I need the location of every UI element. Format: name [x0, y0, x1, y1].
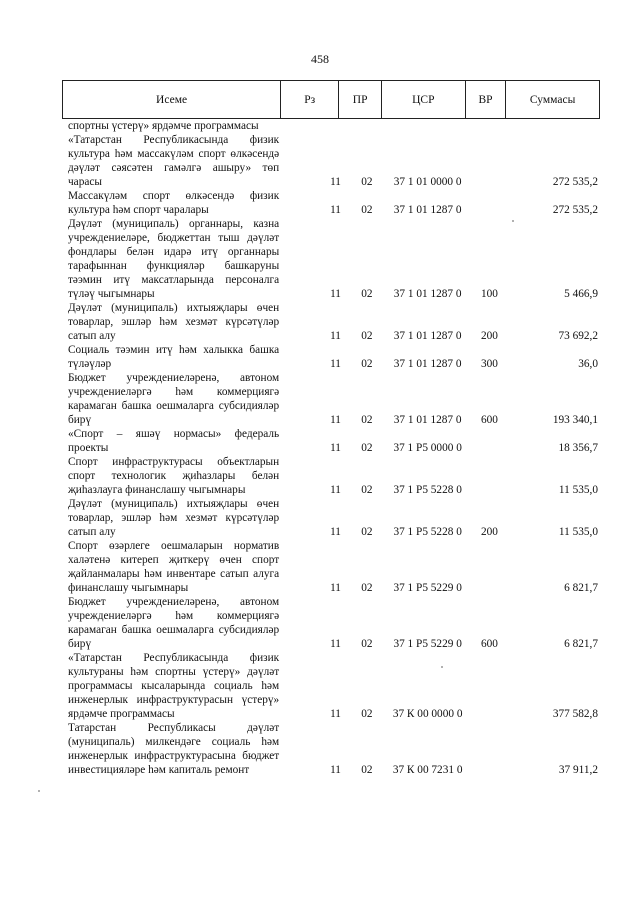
cell-vr: 200 [480, 526, 498, 538]
cell-csr: 37 1 P5 0000 0 [393, 442, 462, 454]
header-pr: ПР [339, 81, 381, 118]
cell-pr: 02 [361, 442, 373, 454]
cell-pr: 02 [361, 176, 373, 188]
scan-speck [512, 220, 514, 222]
cell-sum: 193 340,1 [552, 414, 598, 426]
cell-sum: 73 692,2 [558, 330, 598, 342]
cell-csr: 37 К 00 7231 0 [392, 764, 463, 776]
cell-sum [508, 119, 600, 133]
cell-csr: 37 1 01 1287 0 [393, 204, 462, 216]
table-header [62, 80, 600, 119]
cell-csr: 37 1 01 1287 0 [393, 330, 462, 342]
cell-sum: 272 535,2 [552, 204, 598, 216]
cell-csr: 37 1 01 1287 0 [393, 288, 462, 300]
cell-rz: 11 [330, 638, 341, 650]
cell-rz: 11 [330, 764, 341, 776]
cell-sum: 272 535,2 [552, 176, 598, 188]
cell-name: Дәүләт (муниципаль) ихтыяҗлары өчен товарлар, эшләр һәм хезмәт күрсәтүләр сатып алу [68, 302, 280, 342]
cell-name: Массакүләм спорт өлкәсендә физик культура һәм спорт чаралары [68, 190, 280, 216]
cell-vr [470, 203, 508, 217]
cell-sum: 6 821,7 [564, 638, 598, 650]
cell-pr: 02 [361, 204, 373, 216]
header-csr: ЦСР [382, 81, 466, 118]
cell-rz: 11 [330, 582, 341, 594]
cell-name: Бюджет учреждениеләренә, автоном учреждениеләргә һәм коммерциягә карамаган башка оешмаларга субсидияләр бирү [68, 372, 280, 426]
cell-name: Спорт өзәрлеге оешмаларын норматив халәтенә китереп җиткерү өчен спорт җайланмалары һәм инвентаре сатып алуга финанслашу чыгымнары [68, 540, 280, 594]
cell-pr: 02 [361, 764, 373, 776]
table-row [62, 119, 600, 133]
cell-name: Социаль тәэмин итү һәм халыкка башка түләүләр [68, 344, 280, 370]
cell-rz: 11 [330, 176, 341, 188]
table-row [62, 343, 600, 371]
cell-rz: 11 [330, 288, 341, 300]
cell-rz: 11 [330, 484, 341, 496]
cell-rz [279, 119, 349, 133]
cell-pr: 02 [361, 358, 373, 370]
table-row [62, 427, 600, 455]
cell-name: Татарстан Республикасы дәүләт (муниципаль) милкендәге социаль һәм инженерлык инфраструктурасына бюджет инвестицияләре һәм капиталь ремонт [68, 722, 280, 776]
header-rz: Рз [281, 81, 339, 118]
cell-rz: 11 [330, 708, 341, 720]
cell-sum: 377 582,8 [552, 708, 598, 720]
cell-csr: 37 К 00 0000 0 [392, 708, 463, 720]
cell-vr [470, 581, 508, 595]
cell-vr [470, 763, 508, 777]
header-sum: Суммасы [529, 93, 576, 106]
table-row [62, 595, 600, 651]
cell-pr [349, 119, 385, 133]
cell-csr: 37 1 01 1287 0 [393, 358, 462, 370]
cell-vr: 200 [480, 330, 498, 342]
cell-pr: 02 [361, 708, 373, 720]
cell-rz: 11 [330, 414, 341, 426]
cell-name: Спорт инфраструктурасы объектларын спорт технологик җиһазлары белән җиһазлауга финанслашу чыгымнары [68, 456, 280, 496]
table-body [62, 119, 600, 777]
table-row [62, 539, 600, 595]
cell-name: «Татарстан Республикасында физик культураны һәм спортны үстерү» дәүләт программасы кысаларында социаль һәм инженерлык инфраструктурасын үстерү» ярдәмче программасы [68, 652, 280, 720]
table-row [62, 301, 600, 343]
cell-rz: 11 [330, 204, 341, 216]
cell-rz: 11 [330, 442, 341, 454]
cell-csr: 37 1 P5 5229 0 [393, 638, 462, 650]
cell-csr: 37 1 01 0000 0 [393, 176, 462, 188]
cell-name: «Спорт – яшәү нормасы» федераль проекты [68, 428, 280, 454]
cell-sum: 5 466,9 [564, 288, 598, 300]
cell-name: спортны үстерү» ярдәмче программасы [68, 120, 259, 132]
cell-pr: 02 [361, 288, 373, 300]
table-row [62, 651, 600, 721]
table-row [62, 455, 600, 497]
cell-csr [385, 119, 471, 133]
scan-speck [38, 790, 40, 792]
cell-vr: 300 [480, 358, 498, 370]
cell-csr: 37 1 P5 5228 0 [393, 484, 462, 496]
cell-pr: 02 [361, 638, 373, 650]
cell-sum: 11 535,0 [558, 526, 598, 538]
cell-name: Дәүләт (муниципаль) органнары, казна учреждениеләре, бюджеттан тыш дәүләт фондлары белән идарә итү органнары тарафыннан функцияләр башкаруны тәэмин итү максатларында персоналга түләү чыгымнары [68, 218, 280, 300]
cell-csr: 37 1 P5 5228 0 [393, 526, 462, 538]
page-number: 458 [311, 52, 329, 66]
cell-sum: 11 535,0 [558, 484, 598, 496]
cell-rz: 11 [330, 358, 341, 370]
cell-csr: 37 1 01 1287 0 [393, 414, 462, 426]
cell-rz: 11 [330, 526, 341, 538]
table-row [62, 721, 600, 777]
table-row [62, 133, 600, 189]
scan-speck [441, 666, 443, 668]
header-name: Исеме [63, 81, 281, 118]
cell-pr: 02 [361, 582, 373, 594]
table-row [62, 371, 600, 427]
cell-pr: 02 [361, 330, 373, 342]
cell-vr: 100 [480, 288, 498, 300]
cell-name: Дәүләт (муниципаль) ихтыяҗлары өчен товарлар, эшләр һәм хезмәт күрсәтүләр сатып алу [68, 498, 280, 538]
cell-vr [470, 119, 508, 133]
cell-csr: 37 1 P5 5229 0 [393, 582, 462, 594]
table-row [62, 217, 600, 301]
cell-vr: 600 [480, 414, 498, 426]
table-row [62, 189, 600, 217]
cell-name: Бюджет учреждениеләренә, автоном учреждениеләргә һәм коммерциягә карамаган башка оешмаларга субсидияләр бирү [68, 596, 280, 650]
cell-vr [470, 175, 508, 189]
table-row [62, 497, 600, 539]
cell-vr [470, 707, 508, 721]
cell-sum: 6 821,7 [564, 582, 598, 594]
cell-rz: 11 [330, 330, 341, 342]
cell-vr [470, 483, 508, 497]
cell-sum: 37 911,2 [558, 764, 598, 776]
cell-sum: 36,0 [578, 358, 598, 370]
cell-vr [470, 441, 508, 455]
header-vr: ВР [466, 81, 506, 118]
cell-pr: 02 [361, 414, 373, 426]
cell-name: «Татарстан Республикасында физик культура һәм массакүләм спорт өлкәсендә дәүләт сәясәтен гамәлгә ашыру» төп чарасы [68, 134, 280, 188]
cell-pr: 02 [361, 526, 373, 538]
cell-pr: 02 [361, 484, 373, 496]
cell-sum: 18 356,7 [558, 442, 598, 454]
cell-vr: 600 [480, 638, 498, 650]
budget-table [62, 80, 600, 777]
